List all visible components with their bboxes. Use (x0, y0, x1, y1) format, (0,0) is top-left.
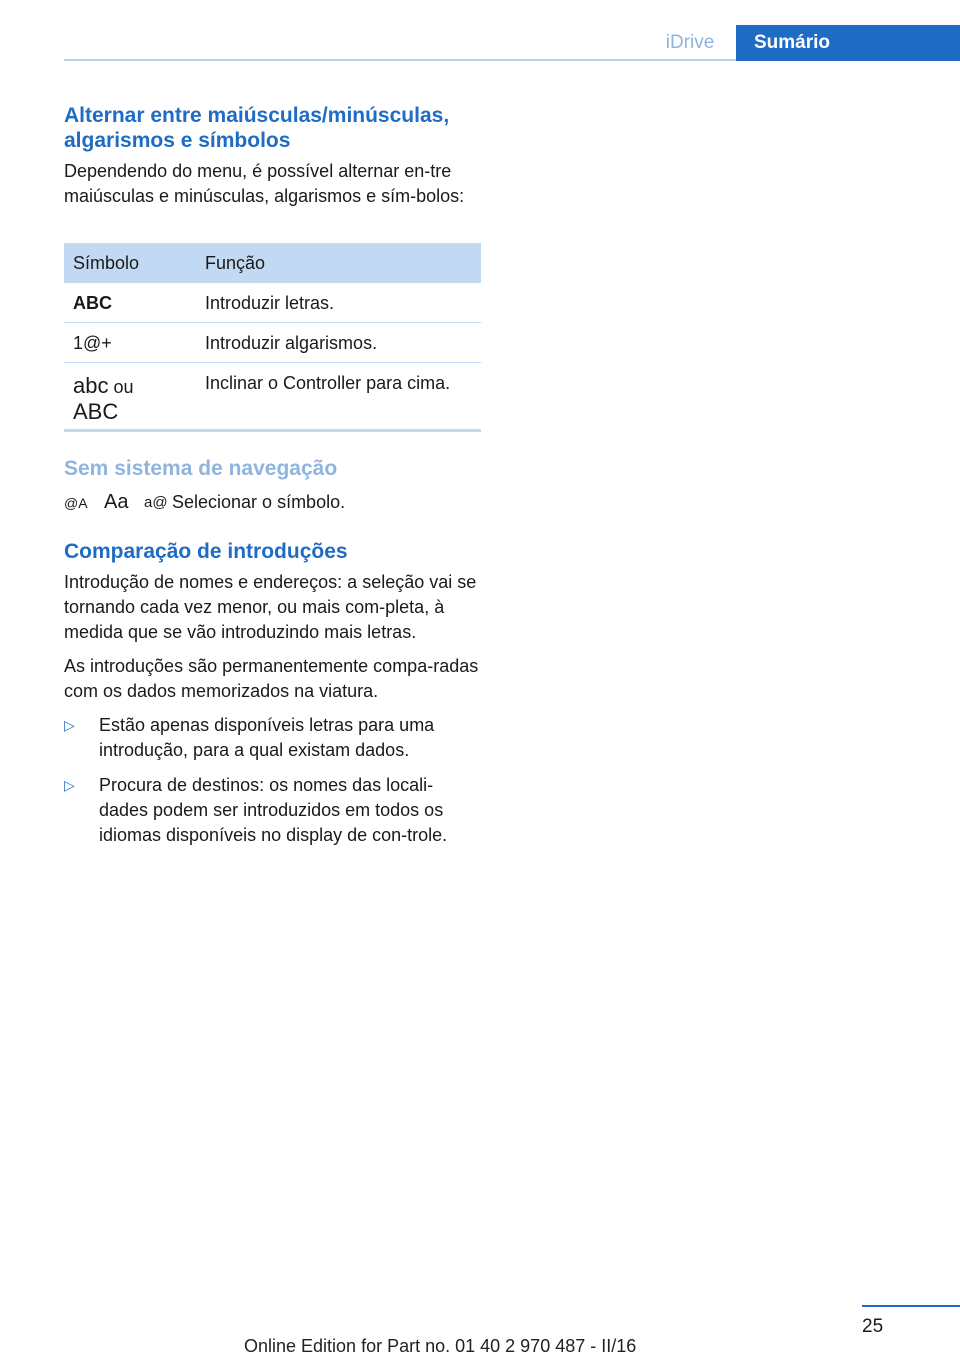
triangle-bullet-icon: ▷ (64, 777, 75, 793)
case-symbol-icon: abc ou ABC (73, 373, 134, 424)
section-no-nav (64, 456, 482, 514)
triangle-bullet-icon: ▷ (64, 717, 75, 733)
section-title-comparison: Comparação de introduções (64, 540, 348, 563)
tab-sumario[interactable]: Sumário (736, 25, 960, 61)
row-function: Inclinar o Controller para cima. (205, 373, 451, 393)
comparison-bullets (64, 713, 482, 848)
table-row (64, 363, 481, 427)
table-row (64, 283, 481, 323)
header-function: Função (205, 252, 266, 273)
page-number: 25 (862, 1316, 884, 1337)
letter-at-icon: a@ (144, 494, 168, 511)
table-end-rule (64, 429, 481, 432)
table-header (64, 243, 481, 283)
list-item: ▷ Estão apenas disponíveis letras para uma introdução, para a qual existam dados. (64, 715, 435, 760)
section-title-case-switch: Alternar entre maiúsculas/minúsculas, algarismos e símbolos (64, 104, 450, 152)
section-intro: Dependendo do menu, é possível alternar en-tre maiúsculas e minúsculas, algarismos e sím-bolos: (64, 161, 465, 206)
letters-symbol-icon: ABC (73, 293, 112, 313)
section-comparison (64, 539, 482, 858)
edition-text: Online Edition for Part no. 01 40 2 970 487 - II/16 (244, 1336, 637, 1356)
comparison-para-1: Introdução de nomes e endereços: a seleção vai se tornando cada vez menor, ou mais com-pleta, à medida que se vão introduzindo mais letras. (64, 572, 477, 642)
table-row (64, 323, 481, 363)
digits-symbol-icon: 1@+ (73, 333, 112, 353)
section-case-switch (64, 103, 482, 209)
list-item: ▷ Procura de destinos: os nomes das locali-dades podem ser introduzidos em todos os idiomas disponíveis no display de con-trole. (64, 775, 448, 845)
row-function: Introduzir letras. (205, 293, 335, 313)
case-icon: Aa (104, 491, 129, 513)
header-symbol: Símbolo (73, 252, 140, 273)
at-letter-icon: @A (64, 494, 88, 511)
row-function: Introduzir algarismos. (205, 333, 378, 353)
tab-idrive[interactable]: iDrive (665, 32, 715, 53)
select-symbol-text: Selecionar o símbolo. (172, 492, 346, 512)
footer-rule (862, 1305, 960, 1307)
section-title-no-nav: Sem sistema de navegação (64, 457, 338, 480)
symbol-table (64, 243, 481, 432)
comparison-para-2: As introduções são permanentemente compa-radas com os dados memorizados na viatura. (64, 656, 479, 701)
